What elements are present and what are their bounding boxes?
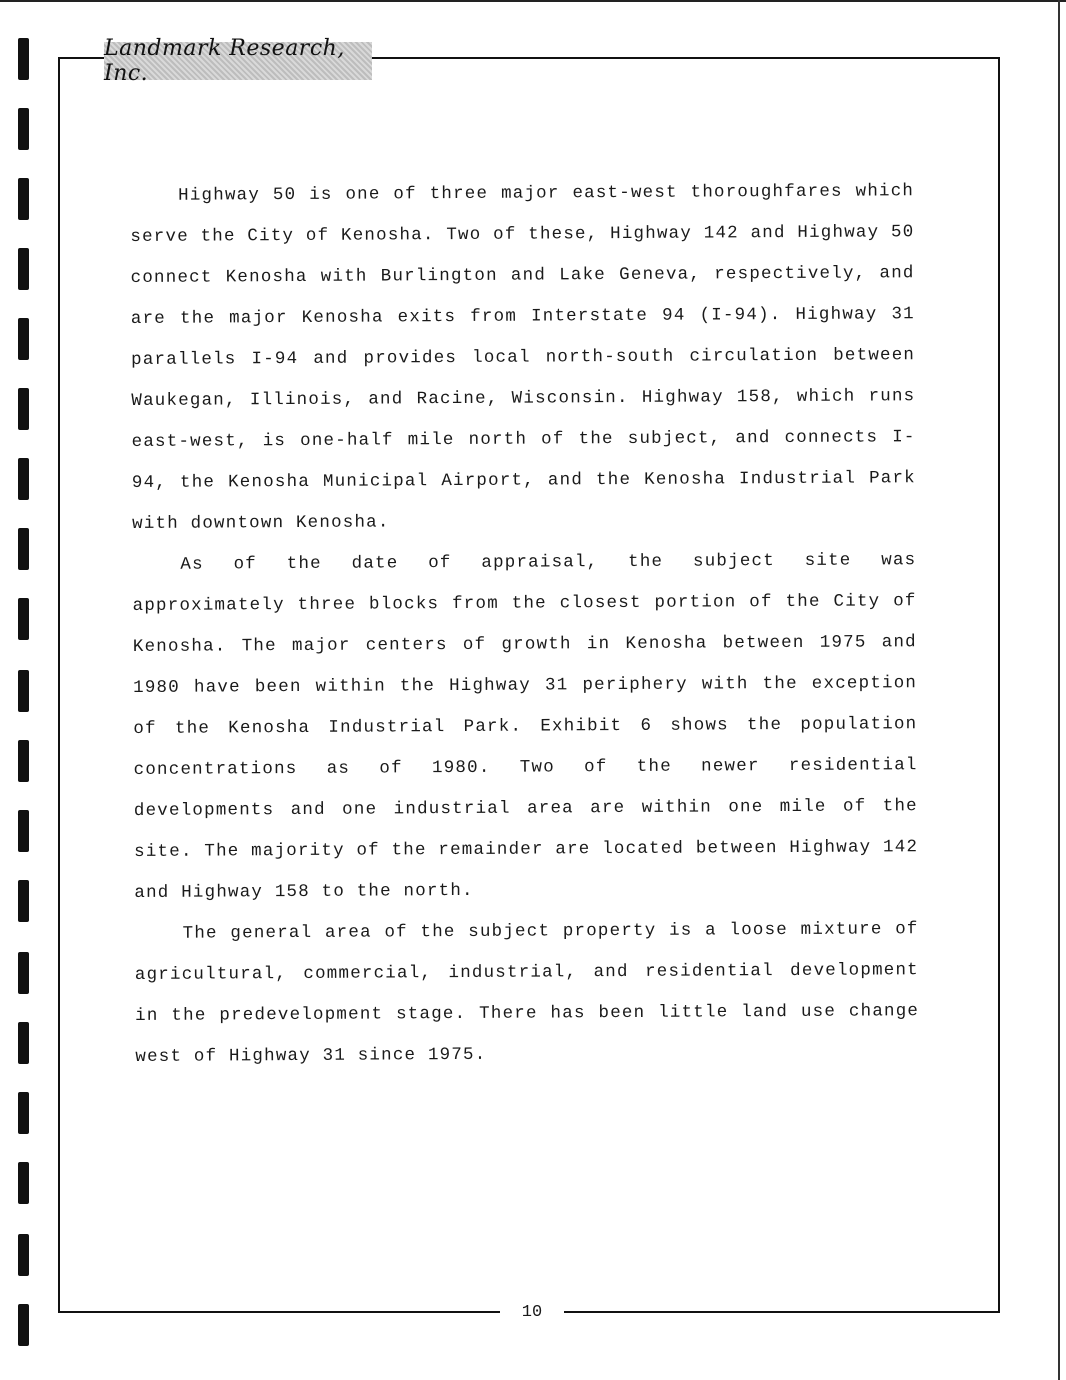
binder-hole [18, 952, 29, 994]
binder-hole [18, 38, 29, 80]
page-number: 10 [500, 1300, 564, 1326]
binder-hole [18, 880, 29, 922]
paragraph: As of the date of appraisal, the subject site was approximately three blocks from the closest portion of the City of Kenosha. The major centers of growth in Kenosha between 1975 and 1980 have been within the Highway 31 periphery with the exception of the Kenosha Industrial Park. Exhibit 6 shows the population concentrations as of 1980. Two of the newer residential developments and one industrial area are within one mile of the site. The majority of the remainder are located between Highway 142 and Highway 158 to the north. [132, 550, 919, 903]
page-right-edge [1058, 0, 1060, 1380]
binder-hole [18, 810, 29, 852]
paragraph: The general area of the subject property is a loose mixture of agricultural, commercial, industrial, and residential development in the predevelopment stage. There has been little land use change west of Highway 31 since 1975. [134, 919, 920, 1067]
body-text [130, 171, 919, 1078]
binder-hole [18, 318, 29, 360]
binder-hole [18, 1304, 29, 1346]
binder-holes [18, 0, 30, 1380]
letterhead-logo [104, 36, 372, 86]
paragraph: Highway 50 is one of three major east-west thoroughfares which serve the City of Kenosha. Two of these, Highway 142 and Highway 50 connect Kenosha with Burlington and Lake Geneva, respectively, and are the major Kenosha exits from Interstate 94 (I-94). Highway 31 parallels I-94 and provides local north-south circulation between Waukegan, Illinois, and Racine, Wisconsin. Highway 158, which runs east-west, is one-half mile north of the subject, and connects I-94, the Kenosha Municipal Airport, and the Kenosha Industrial Park with downtown Kenosha. [130, 181, 916, 534]
binder-hole [18, 528, 29, 570]
binder-hole [18, 1022, 29, 1064]
page-top-edge [0, 0, 1066, 2]
binder-hole [18, 740, 29, 782]
binder-hole [18, 248, 29, 290]
binder-hole [18, 1234, 29, 1276]
binder-hole [18, 388, 29, 430]
binder-hole [18, 1092, 29, 1134]
letterhead-text: Landmark Research, Inc. [104, 36, 345, 86]
binder-hole [18, 670, 29, 712]
binder-hole [18, 1162, 29, 1204]
binder-hole [18, 458, 29, 500]
binder-hole [18, 108, 29, 150]
binder-hole [18, 598, 29, 640]
binder-hole [18, 178, 29, 220]
